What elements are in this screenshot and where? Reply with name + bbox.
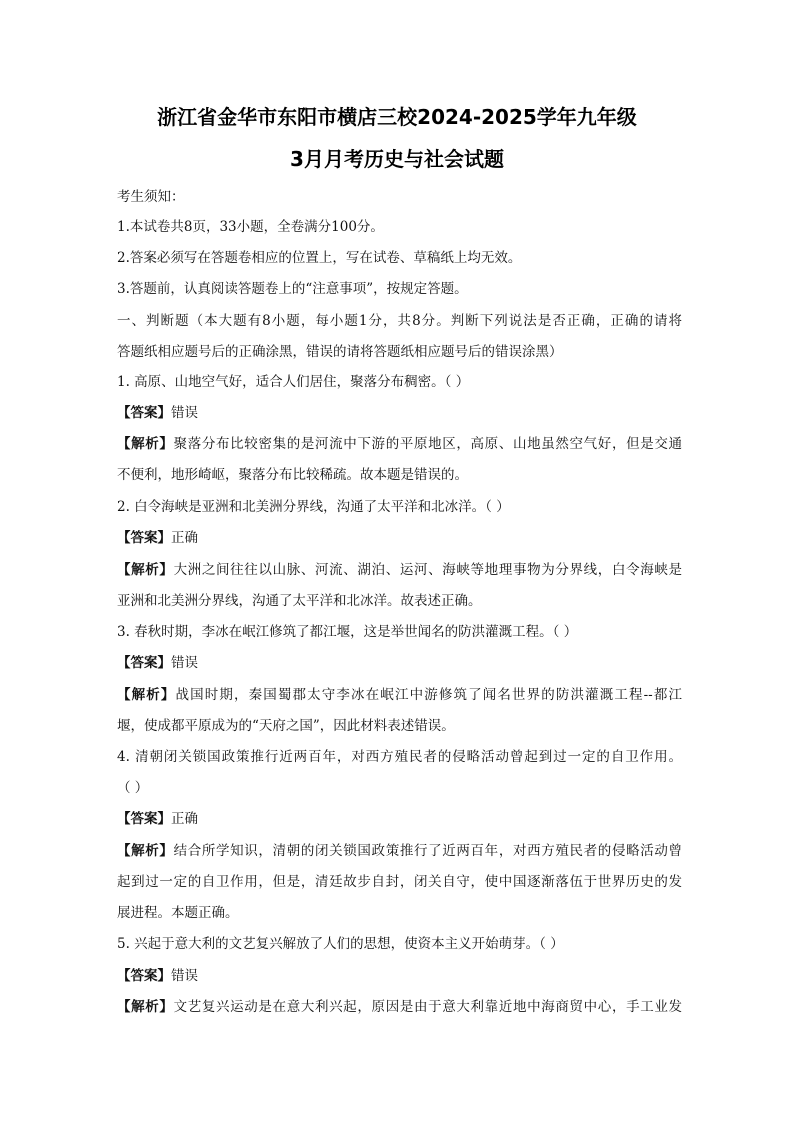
analysis-text: 文艺复兴运动是在意大利兴起，原因是由于意大利靠近地中海商贸中心，手工业发 bbox=[173, 999, 682, 1015]
question-1-analysis-line-1 bbox=[117, 434, 682, 454]
document-title-line-2: 3月月考历史与社会试题 bbox=[290, 147, 504, 171]
analysis-text: 聚落分布比较密集的是河流中下游的平原地区，高原、山地虽然空气好，但是交通 bbox=[173, 436, 682, 452]
question-2-analysis-line-2: 亚洲和北美洲分界线，沟通了太平洋和北冰洋。故表述正确。 bbox=[117, 593, 482, 609]
document-title-line-1: 浙江省金华市东阳市横店三校2024-2025学年九年级 bbox=[157, 105, 637, 129]
question-1-analysis-line-2: 不便利，地形崎岖，聚落分布比较稀疏。故本题是错误的。 bbox=[117, 467, 468, 483]
question-5-analysis-line-1 bbox=[117, 997, 682, 1017]
analysis-tag: 【解析】 bbox=[117, 999, 174, 1015]
question-5-text: 5. 兴起于意大利的文艺复兴解放了人们的思想，使资本主义开始萌芽。（ ） bbox=[117, 936, 564, 952]
notice-heading: 考生须知： bbox=[117, 189, 185, 205]
answer-tag: 【答案】 bbox=[117, 530, 171, 546]
analysis-tag: 【解析】 bbox=[117, 562, 174, 578]
answer-value: 正确 bbox=[171, 811, 198, 827]
notice-item-1: 1.本试卷共8页，33小题，全卷满分100分。 bbox=[117, 219, 384, 235]
question-4-analysis-line-2: 起到过一定的自卫作用，但是，清廷故步自封，闭关自守，使中国逐渐落伍于世界历史的发 bbox=[117, 874, 682, 890]
analysis-text: 结合所学知识，清朝的闭关锁国政策推行了近两百年，对西方殖民者的侵略活动曾 bbox=[173, 843, 682, 859]
analysis-text: 战国时期，秦国蜀郡太守李冰在岷江中游修筑了闻名世界的防洪灌溉工程--都江 bbox=[175, 687, 682, 703]
question-2-answer bbox=[117, 528, 682, 548]
question-2-analysis-line-1 bbox=[117, 560, 682, 580]
answer-tag: 【答案】 bbox=[117, 968, 171, 984]
question-3-analysis-line-2: 堰，使成都平原成为的“天府之国”，因此材料表述错误。 bbox=[117, 718, 455, 734]
analysis-tag: 【解析】 bbox=[117, 843, 174, 859]
answer-tag: 【答案】 bbox=[117, 405, 171, 421]
answer-tag: 【答案】 bbox=[117, 811, 171, 827]
question-3-analysis-line-1 bbox=[117, 685, 682, 705]
section-instructions-line-2: 答题纸相应题号后的正确涂黑，错误的请将答题纸相应题号后的错误涂黑） bbox=[117, 344, 563, 360]
question-5-answer bbox=[117, 966, 682, 986]
answer-value: 错误 bbox=[171, 968, 198, 984]
answer-value: 错误 bbox=[171, 655, 198, 671]
question-3-text: 3. 春秋时期，李冰在岷江修筑了都江堰，这是举世闻名的防洪灌溉工程。（ ） bbox=[117, 624, 578, 640]
question-2-text: 2. 白令海峡是亚洲和北美洲分界线，沟通了太平洋和北冰洋。（ ） bbox=[117, 499, 510, 515]
question-4-analysis-line-1 bbox=[117, 841, 682, 861]
answer-value: 错误 bbox=[171, 405, 198, 421]
question-4-analysis-line-3: 展进程。本题正确。 bbox=[117, 905, 239, 921]
question-1-text: 1. 高原、山地空气好，适合人们居住，聚落分布稠密。（ ） bbox=[117, 374, 470, 390]
question-4-text-line-2: （ ） bbox=[117, 780, 149, 796]
question-4-text-line-1: 4. 清朝闭关锁国政策推行近两百年，对西方殖民者的侵略活动曾起到过一定的自卫作用。 bbox=[117, 749, 682, 765]
answer-tag: 【答案】 bbox=[117, 655, 171, 671]
analysis-tag: 【解析】 bbox=[117, 687, 176, 703]
question-3-answer bbox=[117, 653, 682, 673]
question-1-answer bbox=[117, 403, 682, 423]
notice-item-2: 2.答案必须写在答题卷相应的位置上，写在试卷、草稿纸上均无效。 bbox=[117, 250, 522, 266]
question-4-answer bbox=[117, 809, 682, 829]
answer-value: 正确 bbox=[171, 530, 198, 546]
analysis-text: 大洲之间往往以山脉、河流、湖泊、运河、海峡等地理事物为分界线，白令海峡是 bbox=[173, 562, 682, 578]
section-instructions-line-1: 一、判断题（本大题有8小题，每小题1分，共8分。判断下列说法是否正确，正确的请将 bbox=[117, 313, 682, 329]
analysis-tag: 【解析】 bbox=[117, 436, 174, 452]
notice-item-3: 3.答题前，认真阅读答题卷上的“注意事项”，按规定答题。 bbox=[117, 281, 468, 297]
